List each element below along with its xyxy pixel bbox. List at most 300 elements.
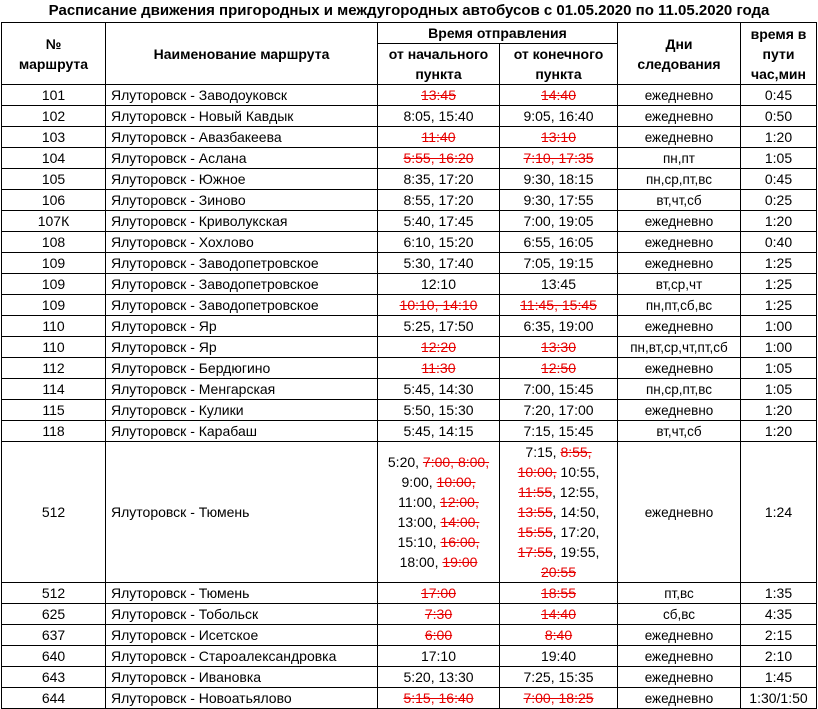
cancelled-departure-time: 7:30 [424, 606, 453, 622]
route-number-cell: 108 [2, 232, 106, 253]
cancelled-departure-time: 13:55 [517, 504, 553, 520]
table-row [2, 379, 817, 400]
days-cell: ежедневно [618, 400, 741, 421]
table-row [2, 316, 817, 337]
departure-start-cell [378, 583, 500, 604]
table-row [2, 295, 817, 316]
route-name-cell: Ялуторовск - Тюмень [106, 583, 378, 604]
route-name-cell: Ялуторовск - Карабаш [106, 421, 378, 442]
route-name-cell: Ялуторовск - Кулики [106, 400, 378, 421]
departure-line [500, 462, 617, 482]
travel-time-cell: 1:25 [741, 274, 817, 295]
days-cell: пн,ср,пт,вс [618, 169, 741, 190]
travel-time-cell: 1:25 [741, 253, 817, 274]
header-from-start-line: от начального [388, 46, 489, 62]
departure-line [378, 472, 499, 492]
route-name-cell: Ялуторовск - Криволукская [106, 211, 378, 232]
route-name-cell: Ялуторовск - Южное [106, 169, 378, 190]
route-number-cell: 109 [2, 274, 106, 295]
travel-time-cell: 1:45 [741, 667, 817, 688]
departure-time: 5:45, 14:15 [403, 423, 474, 439]
cancelled-departure-time: 12:00, [439, 494, 479, 510]
departure-line [378, 169, 499, 189]
travel-time-cell: 1:00 [741, 337, 817, 358]
departure-time: 6:10, 15:20 [403, 234, 474, 250]
table-row [2, 400, 817, 421]
departure-time: 9:30, 18:15 [523, 171, 594, 187]
travel-time-cell: 1:20 [741, 127, 817, 148]
departure-end-cell [500, 379, 618, 400]
route-name-cell: Ялуторовск - Заводоуковск [106, 85, 378, 106]
table-row [2, 625, 817, 646]
departure-line [500, 562, 617, 582]
departure-end-cell [500, 583, 618, 604]
departure-time: , 19:55, [552, 544, 600, 560]
travel-time-cell: 1:20 [741, 400, 817, 421]
departure-end-cell [500, 421, 618, 442]
departure-line [378, 667, 499, 687]
table-row [2, 85, 817, 106]
departure-start-cell [378, 190, 500, 211]
cancelled-departure-time: 14:00, [440, 514, 480, 530]
departure-end-cell [500, 646, 618, 667]
header-route-number-line: № [45, 35, 62, 52]
departure-line [378, 604, 499, 624]
days-cell: ежедневно [618, 127, 741, 148]
route-name-cell: Ялуторовск - Аслана [106, 148, 378, 169]
route-name-cell: Ялуторовск - Зиново [106, 190, 378, 211]
departure-line [500, 358, 617, 378]
departure-line [378, 552, 499, 572]
departure-line [378, 532, 499, 552]
table-row [2, 646, 817, 667]
days-cell: ежедневно [618, 211, 741, 232]
travel-time-cell: 1:35 [741, 583, 817, 604]
departure-end-cell [500, 211, 618, 232]
table-row [2, 583, 817, 604]
departure-time: 7:15, 15:45 [523, 423, 594, 439]
departure-line [500, 379, 617, 399]
days-cell: ежедневно [618, 688, 741, 709]
route-name-cell: Ялуторовск - Ивановка [106, 667, 378, 688]
departure-end-cell [500, 169, 618, 190]
table-row [2, 190, 817, 211]
departure-time: 9:00, [401, 474, 437, 490]
departure-start-cell [378, 295, 500, 316]
route-name-cell: Ялуторовск - Заводопетровское [106, 274, 378, 295]
cancelled-departure-time: 10:00, [517, 464, 557, 480]
departure-end-cell [500, 316, 618, 337]
departure-line [500, 421, 617, 441]
departure-end-cell [500, 667, 618, 688]
departure-time: 15:10, [397, 534, 441, 550]
departure-line [500, 148, 617, 168]
departure-start-cell [378, 148, 500, 169]
header-days-line: Дни [665, 35, 693, 52]
route-number-cell: 640 [2, 646, 106, 667]
departure-line [378, 85, 499, 105]
table-header [2, 23, 817, 85]
route-number-cell: 109 [2, 253, 106, 274]
route-number-cell: 625 [2, 604, 106, 625]
header-from-start [378, 44, 500, 85]
departure-start-cell [378, 358, 500, 379]
departure-line [378, 421, 499, 441]
departure-line [500, 106, 617, 126]
departure-start-cell [378, 646, 500, 667]
departure-start-cell [378, 274, 500, 295]
departure-start-cell [378, 337, 500, 358]
cancelled-departure-time: 5:55, 16:20 [403, 150, 474, 166]
departure-time: 19:40 [540, 648, 577, 664]
table-row [2, 169, 817, 190]
travel-time-cell: 1:05 [741, 358, 817, 379]
departure-end-cell [500, 127, 618, 148]
route-number-cell: 109 [2, 295, 106, 316]
route-name-cell: Ялуторовск - Тобольск [106, 604, 378, 625]
departure-end-cell [500, 106, 618, 127]
table-row [2, 232, 817, 253]
header-from-end-line: от конечного [513, 46, 604, 62]
travel-time-cell: 2:15 [741, 625, 817, 646]
departure-time: 8:05, 15:40 [403, 108, 474, 124]
departure-line [500, 522, 617, 542]
departure-line [500, 542, 617, 562]
departure-line [500, 604, 617, 624]
header-from-end [500, 44, 618, 85]
departure-line [378, 274, 499, 294]
cancelled-departure-time: 5:15, 16:40 [403, 690, 474, 706]
departure-start-cell [378, 442, 500, 583]
departure-end-cell [500, 85, 618, 106]
route-name-cell: Ялуторовск - Тюмень [106, 442, 378, 583]
route-number-cell: 643 [2, 667, 106, 688]
days-cell: ежедневно [618, 85, 741, 106]
header-travel-line: час,мин [750, 65, 806, 82]
departure-end-cell [500, 442, 618, 583]
departure-start-cell [378, 253, 500, 274]
cancelled-departure-time: 7:00, 8:00, [422, 454, 490, 470]
departure-end-cell [500, 400, 618, 421]
cancelled-departure-time: 8:40 [544, 627, 573, 643]
cancelled-departure-time: 14:40 [540, 606, 577, 622]
table-row [2, 604, 817, 625]
table-row [2, 106, 817, 127]
departure-line [500, 688, 617, 708]
departure-time: 7:25, 15:35 [523, 669, 594, 685]
route-name-cell: Ялуторовск - Новоатьялово [106, 688, 378, 709]
days-cell: ежедневно [618, 442, 741, 583]
table-row [2, 667, 817, 688]
departure-line [500, 85, 617, 105]
cancelled-departure-time: 11:45, 15:45 [520, 297, 597, 313]
days-cell: ежедневно [618, 625, 741, 646]
route-name-cell: Ялуторовск - Менгарская [106, 379, 378, 400]
departure-start-cell [378, 316, 500, 337]
table-body [2, 85, 817, 709]
departure-end-cell [500, 253, 618, 274]
table-row [2, 421, 817, 442]
days-cell: пн,пт [618, 148, 741, 169]
departure-start-cell [378, 169, 500, 190]
departure-time: 6:55, 16:05 [523, 234, 594, 250]
header-days [618, 23, 741, 85]
route-number-cell: 104 [2, 148, 106, 169]
departure-line [378, 379, 499, 399]
days-cell: ежедневно [618, 646, 741, 667]
cancelled-departure-time: 13:45 [420, 87, 457, 103]
route-name-cell: Ялуторовск - Яр [106, 337, 378, 358]
route-name-cell: Ялуторовск - Заводопетровское [106, 295, 378, 316]
cancelled-departure-time: 11:40 [421, 129, 456, 145]
header-travel-line: время в [750, 25, 807, 42]
departure-start-cell [378, 211, 500, 232]
table-row [2, 442, 817, 583]
departure-time: 13:00, [397, 514, 441, 530]
departure-start-cell [378, 379, 500, 400]
route-name-cell: Ялуторовск - Заводопетровское [106, 253, 378, 274]
route-number-cell: 106 [2, 190, 106, 211]
header-travel-time [741, 23, 817, 85]
travel-time-cell: 0:45 [741, 169, 817, 190]
departure-line [378, 625, 499, 645]
departure-line [500, 646, 617, 666]
table-row [2, 358, 817, 379]
departure-time: 5:20, 13:30 [403, 669, 474, 685]
days-cell: ежедневно [618, 316, 741, 337]
route-name-cell: Ялуторовск - Бердюгино [106, 358, 378, 379]
departure-time: 8:55, 17:20 [403, 192, 474, 208]
departure-line [500, 502, 617, 522]
route-number-cell: 110 [2, 316, 106, 337]
departure-time: 7:05, 19:15 [523, 255, 594, 271]
departure-line [500, 667, 617, 687]
route-number-cell: 512 [2, 442, 106, 583]
departure-time: 17:10 [420, 648, 457, 664]
cancelled-departure-time: 18:55 [540, 585, 577, 601]
cancelled-departure-time: 11:55 [518, 484, 553, 500]
days-cell: вт,ср,чт [618, 274, 741, 295]
header-route-number [2, 23, 106, 85]
departure-line [500, 316, 617, 336]
travel-time-cell: 0:40 [741, 232, 817, 253]
route-name-cell: Ялуторовск - Яр [106, 316, 378, 337]
departure-line [500, 169, 617, 189]
departure-end-cell [500, 625, 618, 646]
header-from-end-line: пункта [535, 66, 582, 82]
cancelled-departure-time: 20:55 [540, 564, 577, 580]
cancelled-departure-time: 16:00, [440, 534, 480, 550]
departure-start-cell [378, 127, 500, 148]
departure-time: 5:40, 17:45 [403, 213, 474, 229]
route-number-cell: 107К [2, 211, 106, 232]
departure-line [500, 337, 617, 357]
cancelled-departure-time: 12:20 [420, 339, 457, 355]
departure-line [500, 211, 617, 231]
departure-time: 12:10 [420, 276, 457, 292]
departure-line [500, 295, 617, 315]
departure-time: 7:00, 15:45 [523, 381, 594, 397]
departure-time: 9:30, 17:55 [523, 192, 594, 208]
departure-start-cell [378, 604, 500, 625]
cancelled-departure-time: 13:30 [540, 339, 577, 355]
route-number-cell: 637 [2, 625, 106, 646]
departure-end-cell [500, 604, 618, 625]
departure-line [378, 148, 499, 168]
departure-end-cell [500, 148, 618, 169]
header-from-start-line: пункта [415, 66, 462, 82]
table-row [2, 148, 817, 169]
departure-time: 5:20, [387, 454, 423, 470]
departure-end-cell [500, 190, 618, 211]
departure-end-cell [500, 295, 618, 316]
departure-start-cell [378, 232, 500, 253]
departure-line [500, 482, 617, 502]
route-number-cell: 114 [2, 379, 106, 400]
departure-time: , 12:55, [552, 484, 599, 500]
departure-line [378, 400, 499, 420]
table-row [2, 688, 817, 709]
travel-time-cell: 1:00 [741, 316, 817, 337]
departure-start-cell [378, 85, 500, 106]
travel-time-cell: 1:05 [741, 379, 817, 400]
route-name-cell: Ялуторовск - Исетское [106, 625, 378, 646]
schedule-table [1, 22, 817, 709]
cancelled-departure-time: 7:00, 18:25 [523, 690, 594, 706]
departure-time: 5:30, 17:40 [403, 255, 474, 271]
departure-start-cell [378, 421, 500, 442]
departure-line [378, 295, 499, 315]
route-name-cell: Ялуторовск - Авазбакеева [106, 127, 378, 148]
departure-time: , 14:50, [552, 504, 600, 520]
departure-line [378, 512, 499, 532]
departure-line [378, 127, 499, 147]
departure-line [500, 190, 617, 210]
cancelled-departure-time: 10:00, [436, 474, 476, 490]
header-route-name: Наименование маршрута [106, 23, 378, 85]
route-number-cell: 103 [2, 127, 106, 148]
days-cell: пн,вт,ср,чт,пт,сб [618, 337, 741, 358]
departure-line [378, 337, 499, 357]
header-days-line: следования [637, 55, 721, 72]
header-route-number-line: маршрута [18, 55, 89, 72]
cancelled-departure-time: 7:10, 17:35 [523, 150, 594, 166]
route-number-cell: 105 [2, 169, 106, 190]
days-cell: сб,вс [618, 604, 741, 625]
departure-line [378, 190, 499, 210]
travel-time-cell: 1:24 [741, 442, 817, 583]
departure-line [378, 232, 499, 252]
route-number-cell: 101 [2, 85, 106, 106]
days-cell: вт,чт,сб [618, 190, 741, 211]
travel-time-cell: 1:30/1:50 [741, 688, 817, 709]
departure-line [378, 646, 499, 666]
departure-time: , 17:20, [552, 524, 600, 540]
departure-line [500, 274, 617, 294]
travel-time-cell: 0:25 [741, 190, 817, 211]
cancelled-departure-time: 14:40 [540, 87, 577, 103]
page-title: Расписание движения пригородных и междугородных автобусов с 01.05.2020 по 11.05.2020 года [48, 2, 770, 19]
departure-line [500, 442, 617, 462]
departure-line [378, 583, 499, 603]
departure-line [500, 625, 617, 645]
days-cell: пн,ср,пт,вс [618, 379, 741, 400]
cancelled-departure-time: 19:00 [442, 554, 478, 570]
travel-time-cell: 4:35 [741, 604, 817, 625]
days-cell: пн,пт,сб,вс [618, 295, 741, 316]
departure-line [500, 127, 617, 147]
departure-start-cell [378, 688, 500, 709]
cancelled-departure-time: 17:00 [420, 585, 457, 601]
cancelled-departure-time: 13:10 [540, 129, 577, 145]
route-name-cell: Ялуторовск - Хохлово [106, 232, 378, 253]
departure-line [500, 400, 617, 420]
travel-time-cell: 0:45 [741, 85, 817, 106]
departure-end-cell [500, 688, 618, 709]
table-row [2, 337, 817, 358]
departure-time: 7:00, 19:05 [523, 213, 594, 229]
departure-end-cell [500, 337, 618, 358]
departure-line [500, 583, 617, 603]
departure-time: 5:25, 17:50 [403, 318, 474, 334]
days-cell: ежедневно [618, 358, 741, 379]
table-row [2, 274, 817, 295]
departure-start-cell [378, 106, 500, 127]
departure-line [378, 688, 499, 708]
route-number-cell: 102 [2, 106, 106, 127]
table-row [2, 211, 817, 232]
departure-end-cell [500, 274, 618, 295]
departure-end-cell [500, 232, 618, 253]
cancelled-departure-time: 10:10, 14:10 [399, 297, 478, 313]
days-cell: вт,чт,сб [618, 421, 741, 442]
cancelled-departure-time: 17:55 [517, 544, 553, 560]
departure-time: 13:45 [540, 276, 577, 292]
days-cell: ежедневно [618, 232, 741, 253]
departure-start-cell [378, 400, 500, 421]
departure-line [500, 232, 617, 252]
route-number-cell: 512 [2, 583, 106, 604]
table-row [2, 127, 817, 148]
route-number-cell: 112 [2, 358, 106, 379]
departure-time: 8:35, 17:20 [403, 171, 474, 187]
departure-line [378, 492, 499, 512]
departure-line [378, 106, 499, 126]
cancelled-departure-time: 11:30 [421, 360, 456, 376]
departure-time: 18:00, [399, 554, 443, 570]
days-cell: ежедневно [618, 106, 741, 127]
departure-line [500, 253, 617, 273]
route-number-cell: 110 [2, 337, 106, 358]
departure-line [378, 253, 499, 273]
cancelled-departure-time: 8:55, [560, 444, 592, 460]
route-number-cell: 118 [2, 421, 106, 442]
cancelled-departure-time: 12:50 [540, 360, 577, 376]
route-number-cell: 115 [2, 400, 106, 421]
departure-start-cell [378, 625, 500, 646]
departure-time: 11:00, [398, 494, 440, 510]
travel-time-cell: 0:50 [741, 106, 817, 127]
departure-line [378, 452, 499, 472]
travel-time-cell: 2:10 [741, 646, 817, 667]
cancelled-departure-time: 15:55 [517, 524, 553, 540]
days-cell: ежедневно [618, 667, 741, 688]
departure-line [378, 211, 499, 231]
header-travel-line: пути [762, 45, 795, 62]
travel-time-cell: 1:20 [741, 211, 817, 232]
departure-time: 9:05, 16:40 [523, 108, 594, 124]
travel-time-cell: 1:20 [741, 421, 817, 442]
